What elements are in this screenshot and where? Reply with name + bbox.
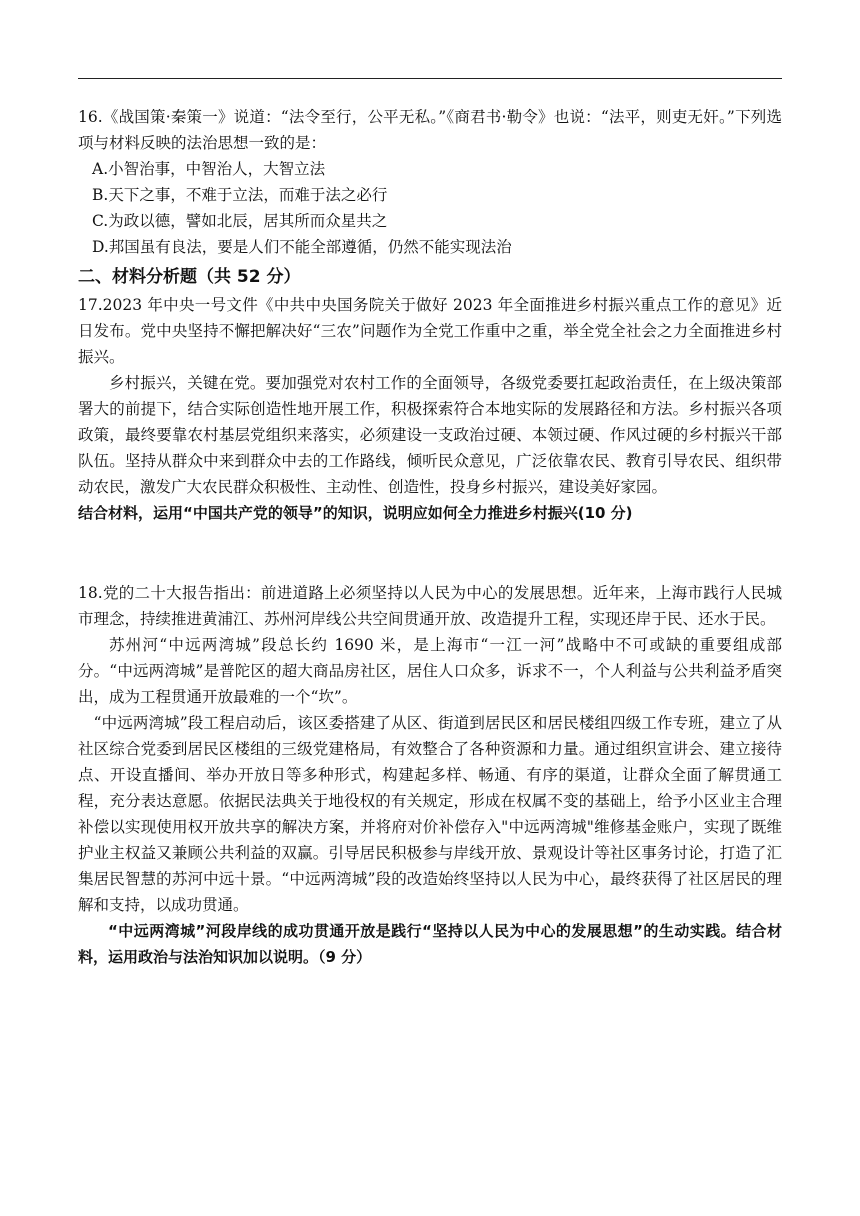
section-heading: 二、材料分析题（共 52 分） [78,267,301,287]
question-18-material-1: 苏州河“中远两湾城”段总长约 1690 米，是上海市“一江一河”战略中不可或缺的重要组成部分。“中远两湾城”是普陀区的超大商品房社区，居住人口众多，诉求不一，个人利益与公共利益矛盾突出，成为工程贯通开放最难的一个“坎”。 [78,636,782,706]
header-rule [78,78,782,79]
question-16-option-a: A.小智治事，中智治人，大智立法 [92,160,326,178]
question-16-option-c: C.为政以德，譬如北辰，居其所而众星共之 [92,212,388,230]
question-18-task: “中远两湾城”河段岸线的成功贯通开放是践行“坚持以人民为中心的发展思想”的生动实践。结合材料，运用政治与法治知识加以说明。（9 分） [78,922,782,966]
question-18-material-2: “中远两湾城”段工程启动后，该区委搭建了从区、街道到居民区和居民楼组四级工作专班，建立了从社区综合党委到居民区楼组的三级党建格局，有效整合了各种资源和力量。通过组织宣讲会、建立接待点、开设直播间、举办开放日等多种形式，构建起多样、畅通、有序的渠道，让群众全面了解贯通工程，充分表达意愿。依据民法典关于地役权的有关规定，形成在权属不变的基础上，给予小区业主合理补偿以实现使用权开放共享的解决方案，并将府对价补偿存入"中远两湾城"维修基金账户，实现了既维护业主权益又兼顾公共利益的双赢。引导居民积极参与岸线开放、景观设计等社区事务讨论，打造了汇集居民智慧的苏河中远十景。“中远两湾城”段的改造始终坚持以人民为中心，最终获得了社区居民的理解和支持，以成功贯通。 [78,714,782,914]
question-16-option-d: D.邦国虽有良法，要是人们不能全部遵循，仍然不能实现法治 [92,238,512,256]
question-16-option-b: B.天下之事，不难于立法，而难于法之必行 [92,186,388,204]
question-17-task: 结合材料，运用“中国共产党的领导”的知识，说明应如何全力推进乡村振兴(10 分) [78,504,633,522]
answer-space [78,526,782,580]
question-17-intro: 17.2023 年中央一号文件《中共中央国务院关于做好 2023 年全面推进乡村振兴重点工作的意见》近日发布。党中央坚持不懈把解决好“三农”问题作为全党工作重中之重，举全党全社会之力全面推进乡村振兴。 [78,296,782,366]
question-17-material: 乡村振兴，关键在党。要加强党对农村工作的全面领导，各级党委要扛起政治责任，在上级决策部署大的前提下，结合实际创造性地开展工作，积极探索符合本地实际的发展路径和方法。乡村振兴各项政策，最终要靠农村基层党组织来落实，必须建设一支政治过硬、本领过硬、作风过硬的乡村振兴干部队伍。坚持从群众中来到群众中去的工作路线，倾听民众意见，广泛依靠农民、教育引导农民、组织带动农民，激发广大农民群众积极性、主动性、创造性，投身乡村振兴，建设美好家园。 [78,374,782,496]
question-16-stem: 16.《战国策·秦策一》说道：“法令至行，公平无私。”《商君书·勒令》也说：“法平，则吏无奸。”下列选项与材料反映的法治思想一致的是： [78,108,782,152]
question-18-intro: 18.党的二十大报告指出：前进道路上必须坚持以人民为中心的发展思想。近年来，上海市践行人民城市理念，持续推进黄浦江、苏州河岸线公共空间贯通开放、改造提升工程，实现还岸于民、还水于民。 [78,584,782,628]
document-page [78,104,782,970]
